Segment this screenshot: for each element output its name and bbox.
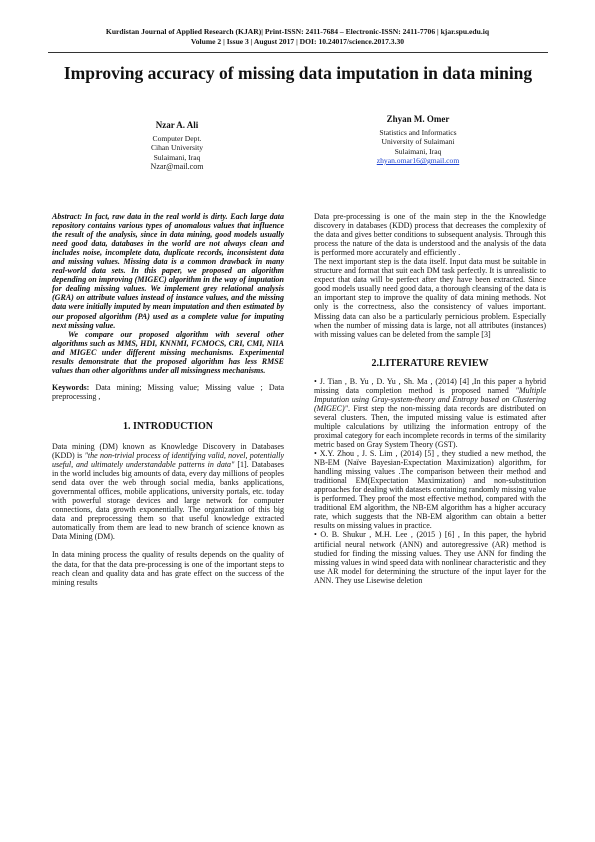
author-1-affil-3: Sulaimani, Iraq bbox=[153, 152, 201, 162]
keywords-text: Data mining; Missing value; Missing value ; Data preprocessing , bbox=[52, 382, 284, 401]
author-2-affil-1: Statistics and Informatics bbox=[379, 127, 457, 137]
intro-paragraph-1 bbox=[52, 442, 284, 542]
left-column bbox=[52, 212, 284, 587]
literature-item-1 bbox=[314, 377, 546, 449]
author-2 bbox=[358, 115, 478, 166]
paper-title: Improving accuracy of missing data imputation in data mining bbox=[63, 63, 533, 83]
right-paragraph-1: Data pre-processing is one of the main step in the the Knowledge discovery in databases (KDD) process that decreases the complexity of the data and gives better conditions to subsequent analysis. Through this process the nature of the data is understood and the analysis of the data is performed more accurately and efficiently . bbox=[314, 212, 546, 258]
journal-header bbox=[0, 27, 595, 47]
section-heading-literature-review: 2.LITERATURE REVIEW bbox=[371, 357, 489, 369]
literature-item-3: • O. B. Shukur , M.H. Lee , (2015 ) [6] , In this paper, the hybrid artificial neural network (ANN) and autoregressive (AR) method is studied for finding the missing values. They use ANN for finding the missing values in wind speed data with nonlinear characteristic and they use AR model for determining the structure of the input layer for the ANN. They use Lisewise deletion bbox=[314, 530, 546, 584]
author-2-affil-3: Sulaimani, Iraq bbox=[394, 146, 442, 156]
header-rule bbox=[48, 52, 548, 53]
lit-1-start: J. Tian , B. Yu , D. Yu , Sh. Ma , (2014) [4] ,In this paper a hybrid missing data completion method is proposed named bbox=[314, 376, 546, 395]
author-1-name: Nzar A. Ali bbox=[155, 120, 199, 130]
keywords-label: Keywords: bbox=[52, 382, 90, 392]
author-1-affil-2: Cihan University bbox=[150, 143, 204, 152]
section-heading-introduction: 1. INTRODUCTION bbox=[122, 420, 213, 432]
abstract-paragraph-1: Abstract: In fact, raw data in the real world is dirty. Each large data repository contains various types of anomalous values that influence the result of the analysis, since in data mining, good models usually need good data, databases in the world are not always clean and includes noise, incomplete data, duplicate records, inconsistent data and missing values. Missing data is a common drawback in many real-world data sets. In this paper, we proposed an algorithm depending on improving (MIGEC) algorithm in the way of imputation for dealing missing values. We implement grey relational analysis (GRA) on attribute values instead of instance values, and the missing data were initially imputed by mean imputation and then estimated by our proposed algorithm (PA) used as a complete value for imputing next missing value. bbox=[52, 212, 284, 330]
lit-1-end: . First step the non-missing data records are distributed on several clusters. Then, the imputed missing value is estimated after multiple calculations by utilizing the information entropy of the proximal category for each incomplete records in terms of the similarity metric based on Gray System Theory (GST). bbox=[314, 403, 546, 449]
journal-line-2: Volume 2 | Issue 3 | August 2017 | DOI: 10.24017/science.2017.3.30 bbox=[190, 37, 405, 46]
intro-p1-end: [1]. Databases in the world includes big amounts of data, every day millions of peoples send data over the web through social media, banks applications, governmental offices, mobile applications, university portals, etc. today with powerful storage devices and large network for computer connections, data growth exponentially. The organization of this big data and preprocessing them so that useful knowledge extracted automatically from them are lead to new branch of science known as Data Mining (DM). bbox=[52, 460, 284, 542]
author-1-email: Nzar@mail.com bbox=[150, 162, 204, 171]
author-2-name: Zhyan M. Omer bbox=[386, 114, 450, 124]
journal-line-1: Kurdistan Journal of Applied Research (KJAR)| Print-ISSN: 2411-7684 – Electronic-ISSN: 2411-7706 | kjar.spu.edu.iq bbox=[105, 27, 490, 36]
intro-p1-start: Data mining (DM) known as Knowledge Discovery in Databases (KDD) is bbox=[52, 441, 284, 460]
right-paragraph-2: The next important step is the data itself. Input data must be suitable in structure and format that suit each DM task perfectly. It is unrealistic to expect that data will be perfect after they have been extracted. Since good models usually need good data, a thorough cleansing of the data is an important step to improve the quality of data mining methods. Not only is the correctness, also the consistency of values important. Missing data can also be a particularly pernicious problem. Especially when the number of missing data is large, not all attributes (instances) with missing values can be deleted from the sample [3] bbox=[314, 257, 546, 339]
author-2-affil-2: University of Sulaimani bbox=[381, 137, 455, 146]
intro-paragraph-2: In data mining process the quality of results depends on the quality of the data, for that the data pre-processing is one of the important steps to reach clean and quality data and has grate effect on the success of the mining results bbox=[52, 550, 284, 587]
intro-p1-quote: "the non-trivial process of identifying valid, novel, potentially useful, and ultimately understandable patterns in data" bbox=[52, 450, 284, 470]
author-1 bbox=[118, 121, 236, 172]
right-column bbox=[314, 212, 546, 585]
abstract-paragraph-2: We compare our proposed algorithm with several other algorithms such as MMS, HDI, KNNMI, FCMOCS, CRI, CMI, NIIA and MIGEC under different missing mechanisms. Experimental results demonstrate that the proposed algorithm has less RMSE values than other algorithms under all missingness mechanisms. bbox=[52, 329, 284, 375]
author-1-affil-1: Computer Dept. bbox=[152, 133, 202, 143]
author-2-email-link[interactable]: zhyan.omar16@gmail.com bbox=[376, 156, 460, 165]
literature-item-2: • X.Y. Zhou , J. S. Lim , (2014) [5] , they studied a new method, the NB-EM (Naïve Bayesian-Expectation Maximization) algorithm, for handling missing values .The comparison between their method and traditional EM(Expectation Maximization) and non-substitution approaches for dealing with datasets containing randomly missing value is performed. They proof the most effective method, compared with the traditional EM algorithm, the NB-EM algorithm has a higher accuracy rate, which suggests that the NB-EM algorithm can obtain a better results on missing values in practice. bbox=[314, 449, 546, 530]
keywords bbox=[52, 383, 284, 401]
lit-1-method-name: "Multiple Imputation using Gray-system-theory and Entropy based on Clustering (MIGEC)" bbox=[314, 385, 546, 413]
